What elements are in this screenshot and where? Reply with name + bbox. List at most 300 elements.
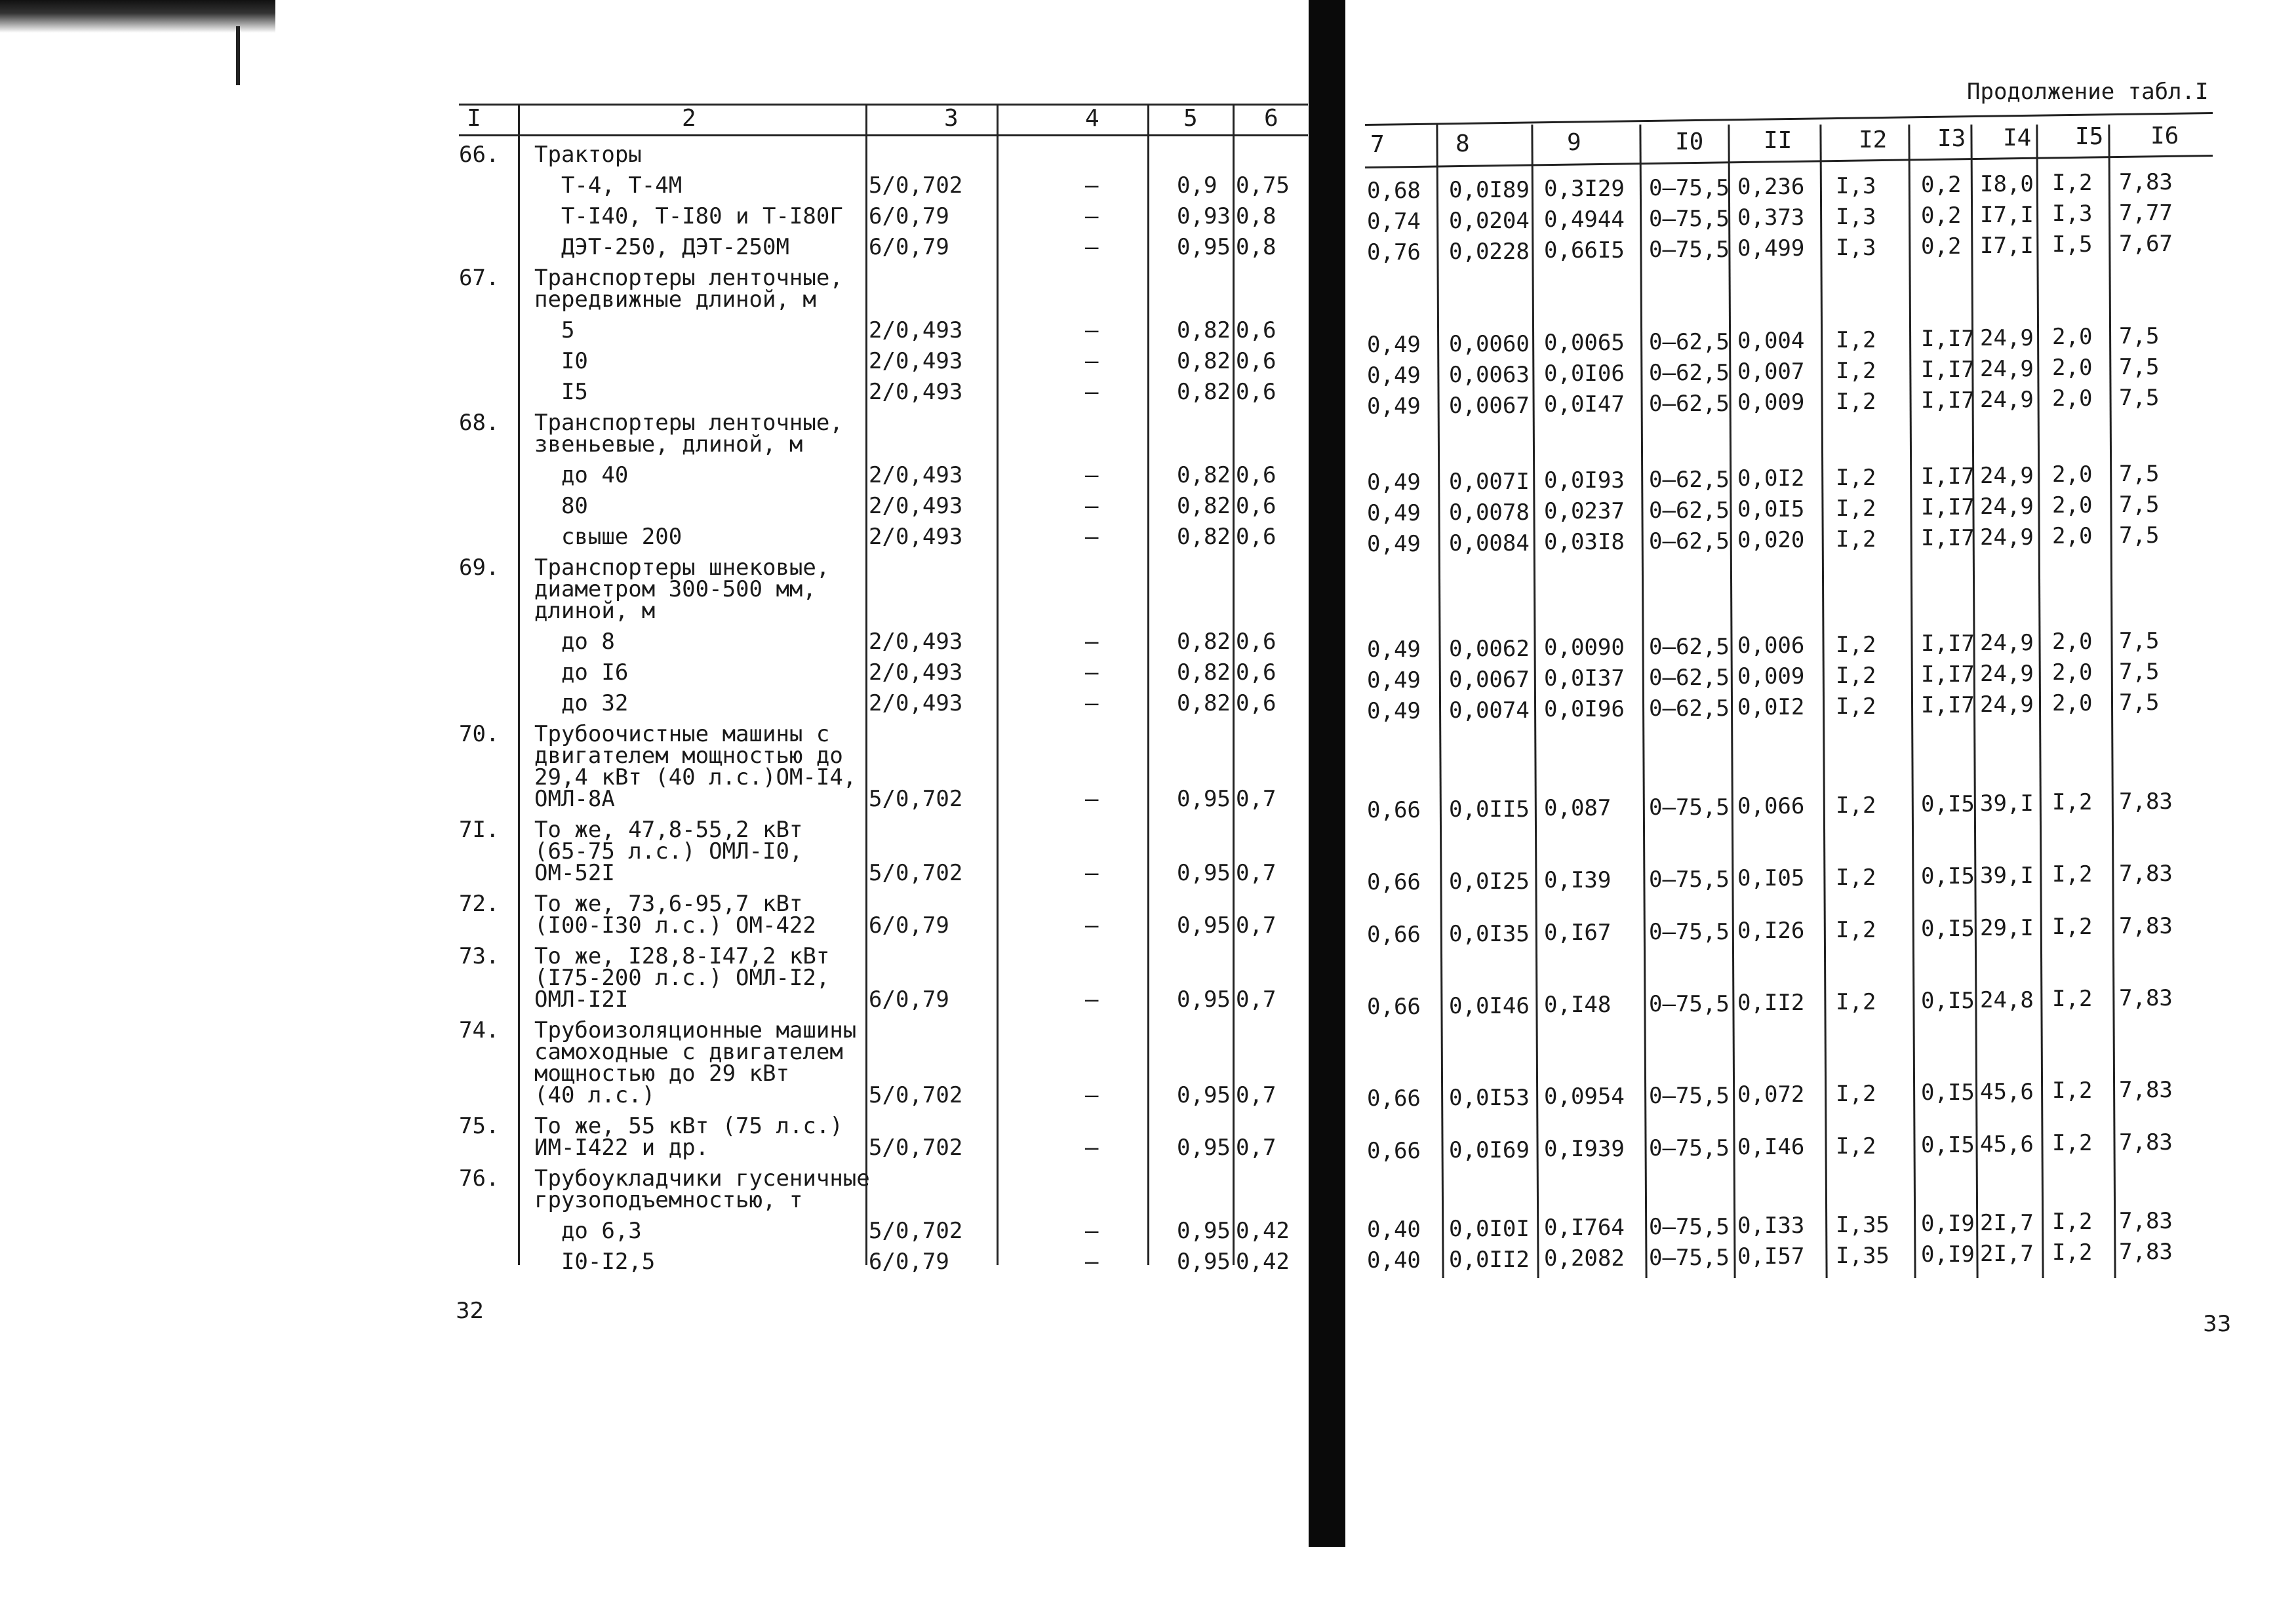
cell-c9: 0,0I06 — [1544, 360, 1625, 387]
row-col6: 0,6 — [1236, 524, 1277, 550]
page-number-left: 32 — [456, 1298, 485, 1324]
cell-c14: I7,I — [1980, 201, 2034, 228]
cell-c16: 7,77 — [2119, 199, 2173, 226]
cell-c8: 0,0I69 — [1449, 1137, 1530, 1163]
cell-c7: 0,66 — [1367, 1138, 1421, 1164]
row-col3: 2/0,493 — [869, 462, 963, 488]
row-name: 5 — [534, 317, 575, 343]
row-name: I0 — [534, 348, 588, 374]
row-col3: 2/0,493 — [869, 659, 963, 686]
cell-c11: 0,I57 — [1737, 1243, 1805, 1270]
row-name: (40 л.с.) — [534, 1082, 656, 1108]
cell-c12: I,2 — [1836, 326, 1876, 353]
cell-c12: I,2 — [1836, 526, 1876, 553]
cell-c9: 0,66I5 — [1544, 237, 1625, 263]
cell-c12: I,2 — [1836, 864, 1876, 891]
row-number: 66. — [459, 142, 500, 168]
row-number: 74. — [459, 1017, 500, 1043]
cell-c9: 0,I39 — [1544, 867, 1612, 893]
cell-c10: 0–75,5 — [1649, 918, 1730, 945]
cell-c11: 0,499 — [1737, 235, 1805, 262]
cell-c15: I,2 — [2052, 1239, 2093, 1266]
row-name: ОМЛ-8А — [534, 786, 615, 812]
cell-c16: 7,5 — [2119, 384, 2160, 411]
cell-c8: 0,0I0I — [1449, 1215, 1530, 1242]
row-col6: 0,7 — [1236, 786, 1277, 812]
cell-c12: I,2 — [1836, 916, 1876, 943]
cell-c9: 0,0I93 — [1544, 467, 1625, 494]
column-header-11: II — [1764, 127, 1792, 154]
cell-c9: 0,0065 — [1544, 330, 1625, 356]
row-name: 29,4 кВт (40 л.с.)ОМ-I4, — [534, 764, 857, 790]
row-col5: 0,82 — [1177, 659, 1231, 686]
row-number: 72. — [459, 891, 500, 917]
row-col5: 0,95 — [1177, 234, 1231, 260]
continuation-title: Продолжение табл.I — [1967, 79, 2209, 105]
row-name: мощностью до 29 кВт — [534, 1060, 789, 1087]
row-col3: 5/0,702 — [869, 1218, 963, 1244]
cell-c10: 0–62,5 — [1649, 390, 1730, 417]
row-name: до 8 — [534, 629, 615, 655]
cell-c8: 0,0074 — [1449, 697, 1530, 724]
cell-c15: 2,0 — [2052, 385, 2093, 412]
cell-c14: 39,I — [1980, 790, 2034, 817]
scan-shadow — [0, 0, 275, 33]
cell-c13: I,I7 — [1921, 387, 1975, 414]
row-col3: 5/0,702 — [869, 786, 963, 812]
column-divider-14 — [2036, 125, 2044, 1278]
cell-c8: 0,0II2 — [1449, 1246, 1530, 1273]
cell-c7: 0,66 — [1367, 1085, 1421, 1112]
cell-c12: I,2 — [1836, 1133, 1876, 1159]
cell-c7: 0,49 — [1367, 667, 1421, 693]
cell-c8: 0,0I35 — [1449, 920, 1530, 947]
cell-c16: 7,83 — [2119, 788, 2173, 815]
cell-c7: 0,66 — [1367, 797, 1421, 823]
row-number: 73. — [459, 943, 500, 969]
row-name: самоходные с двигателем — [534, 1039, 843, 1065]
cell-c11: 0,373 — [1737, 204, 1805, 231]
row-col5: 0,82 — [1177, 629, 1231, 655]
cell-c15: 2,0 — [2052, 523, 2093, 549]
cell-c9: 0,03I8 — [1544, 529, 1625, 555]
cell-c13: I,I7 — [1921, 692, 1975, 718]
cell-c11: 0,I26 — [1737, 918, 1805, 944]
cell-c15: I,2 — [2052, 1130, 2093, 1156]
column-divider-12 — [1908, 125, 1916, 1278]
column-divider-9 — [1639, 125, 1647, 1278]
row-col5: 0,95 — [1177, 1218, 1231, 1244]
row-name: двигателем мощностью до — [534, 743, 843, 769]
cell-c13: I,I7 — [1921, 326, 1975, 352]
cell-c15: I,2 — [2052, 914, 2093, 940]
row-col5: 0,95 — [1177, 1082, 1231, 1108]
row-name: Трубоизоляционные машины — [534, 1017, 857, 1043]
row-col5: 0,95 — [1177, 860, 1231, 886]
cell-c13: I,I7 — [1921, 357, 1975, 383]
cell-c11: 0,I33 — [1737, 1213, 1805, 1239]
cell-c13: 0,I9 — [1921, 1241, 1975, 1268]
row-col4: – — [1085, 1218, 1099, 1244]
column-header-1: I — [467, 105, 481, 132]
cell-c7: 0,49 — [1367, 393, 1421, 419]
row-name: (65-75 л.с.) ОМЛ-I0, — [534, 838, 803, 865]
row-number: 76. — [459, 1165, 500, 1192]
row-name: Т-4, Т-4М — [534, 172, 683, 199]
column-header-8: 8 — [1455, 130, 1470, 157]
cell-c15: I,2 — [2052, 861, 2093, 887]
cell-c15: I,2 — [2052, 789, 2093, 815]
cell-c12: I,2 — [1836, 662, 1876, 689]
cell-c7: 0,74 — [1367, 208, 1421, 235]
cell-c10: 0–75,5 — [1649, 174, 1730, 201]
row-name: То же, I28,8-I47,2 кВт — [534, 943, 830, 969]
cell-c10: 0–75,5 — [1649, 1244, 1730, 1271]
column-header-9: 9 — [1567, 129, 1581, 156]
cell-c15: 2,0 — [2052, 690, 2093, 716]
row-col3: 6/0,79 — [869, 912, 949, 939]
cell-c11: 0,009 — [1737, 663, 1805, 690]
cell-c11: 0,0I5 — [1737, 496, 1805, 522]
cell-c15: I,2 — [2052, 170, 2093, 196]
column-header-2: 2 — [682, 105, 696, 132]
column-divider-5 — [1233, 104, 1235, 1265]
cell-c12: I,2 — [1836, 464, 1876, 491]
cell-c7: 0,68 — [1367, 178, 1421, 204]
cell-c15: 2,0 — [2052, 659, 2093, 686]
cell-c8: 0,0I46 — [1449, 992, 1530, 1019]
cell-c10: 0–75,5 — [1649, 794, 1730, 821]
row-col5: 0,95 — [1177, 1249, 1231, 1275]
row-name: Т-I40, Т-I80 и Т-I80Г — [534, 203, 843, 229]
row-name: до 40 — [534, 462, 629, 488]
cell-c11: 0,I05 — [1737, 865, 1805, 891]
row-col5: 0,93 — [1177, 203, 1231, 229]
cell-c8: 0,0I25 — [1449, 868, 1530, 895]
header-bottom-line — [1365, 155, 2213, 168]
cell-c15: I,3 — [2052, 201, 2093, 227]
cell-c14: 2I,7 — [1980, 1209, 2034, 1236]
cell-c13: 0,I5 — [1921, 791, 1975, 817]
row-col5: 0,9 — [1177, 172, 1217, 199]
cell-c16: 7,83 — [2119, 168, 2173, 195]
cell-c12: I,2 — [1836, 792, 1876, 819]
cell-c9: 0,3I29 — [1544, 176, 1625, 202]
cell-c12: I,3 — [1836, 234, 1876, 261]
column-divider-15 — [2108, 125, 2116, 1278]
row-name: звеньевые, длиной, м — [534, 431, 803, 457]
cell-c8: 0,0063 — [1449, 361, 1530, 388]
cell-c16: 7,5 — [2119, 627, 2160, 654]
cell-c8: 0,0078 — [1449, 499, 1530, 526]
cell-c16: 7,5 — [2119, 658, 2160, 685]
row-col3: 6/0,79 — [869, 1249, 949, 1275]
row-col3: 2/0,493 — [869, 690, 963, 716]
cell-c14: 24,9 — [1980, 691, 2034, 718]
cell-c7: 0,66 — [1367, 994, 1421, 1020]
cell-c8: 0,007I — [1449, 468, 1530, 495]
row-name: ИМ-I422 и др. — [534, 1135, 709, 1161]
cell-c15: I,5 — [2052, 231, 2093, 258]
cell-c16: 7,5 — [2119, 689, 2160, 716]
cell-c16: 7,5 — [2119, 491, 2160, 518]
row-col6: 0,6 — [1236, 348, 1277, 374]
cell-c13: 0,I5 — [1921, 863, 1975, 889]
cell-c12: I,2 — [1836, 388, 1876, 415]
cell-c15: 2,0 — [2052, 492, 2093, 518]
row-col4: – — [1085, 462, 1099, 488]
row-col4: – — [1085, 860, 1099, 886]
row-number: 68. — [459, 410, 500, 436]
row-col3: 5/0,702 — [869, 1135, 963, 1161]
cell-c9: 0,0090 — [1544, 634, 1625, 661]
row-col3: 2/0,493 — [869, 629, 963, 655]
row-col5: 0,82 — [1177, 462, 1231, 488]
row-number: 67. — [459, 265, 500, 291]
cell-c9: 0,0I96 — [1544, 696, 1625, 722]
row-col4: – — [1085, 690, 1099, 716]
cell-c11: 0,236 — [1737, 174, 1805, 200]
column-header-10: I0 — [1675, 128, 1704, 155]
row-col3: 2/0,493 — [869, 493, 963, 519]
cell-c10: 0–62,5 — [1649, 633, 1730, 660]
cell-c10: 0–62,5 — [1649, 497, 1730, 524]
cell-c10: 0–75,5 — [1649, 1135, 1730, 1161]
cell-c9: 0,4944 — [1544, 206, 1625, 233]
cell-c11: 0,006 — [1737, 632, 1805, 659]
cell-c7: 0,49 — [1367, 636, 1421, 663]
cell-c10: 0–62,5 — [1649, 328, 1730, 355]
row-name: (I00-I30 л.с.) ОМ-422 — [534, 912, 816, 939]
cell-c8: 0,0I89 — [1449, 176, 1530, 203]
row-col6: 0,8 — [1236, 234, 1277, 260]
cell-c8: 0,0060 — [1449, 330, 1530, 357]
row-col5: 0,82 — [1177, 348, 1231, 374]
row-col3: 5/0,702 — [869, 172, 963, 199]
cell-c13: I,I7 — [1921, 494, 1975, 520]
row-col3: 2/0,493 — [869, 317, 963, 343]
cell-c14: 24,8 — [1980, 986, 2034, 1013]
cell-c10: 0–62,5 — [1649, 664, 1730, 691]
cell-c13: 0,2 — [1921, 233, 1962, 260]
row-col5: 0,95 — [1177, 1135, 1231, 1161]
row-col4: – — [1085, 986, 1099, 1013]
column-header-14: I4 — [2003, 124, 2032, 151]
row-col5: 0,82 — [1177, 317, 1231, 343]
row-col6: 0,6 — [1236, 690, 1277, 716]
cell-c12: I,2 — [1836, 495, 1876, 522]
row-col4: – — [1085, 1082, 1099, 1108]
cell-c7: 0,49 — [1367, 362, 1421, 389]
cell-c14: I7,I — [1980, 232, 2034, 259]
row-col4: – — [1085, 659, 1099, 686]
row-col6: 0,6 — [1236, 629, 1277, 655]
page-number-right: 33 — [2203, 1311, 2232, 1337]
cell-c11: 0,066 — [1737, 793, 1805, 819]
cell-c12: I,2 — [1836, 988, 1876, 1015]
cell-c12: I,2 — [1836, 631, 1876, 658]
row-name: ОМ-52I — [534, 860, 615, 886]
row-col6: 0,6 — [1236, 379, 1277, 405]
row-number: 69. — [459, 555, 500, 581]
row-col4: – — [1085, 629, 1099, 655]
cell-c11: 0,0I2 — [1737, 465, 1805, 492]
cell-c15: I,2 — [2052, 1209, 2093, 1235]
row-col6: 0,7 — [1236, 912, 1277, 939]
column-divider-8 — [1531, 125, 1539, 1278]
cell-c14: I8,0 — [1980, 170, 2034, 197]
cell-c7: 0,76 — [1367, 239, 1421, 265]
row-col5: 0,82 — [1177, 690, 1231, 716]
cell-c14: 45,6 — [1980, 1078, 2034, 1105]
column-header-15: I5 — [2075, 123, 2104, 150]
cell-c16: 7,67 — [2119, 230, 2173, 257]
column-header-6: 6 — [1264, 105, 1278, 132]
row-col4: – — [1085, 379, 1099, 405]
cell-c10: 0–62,5 — [1649, 695, 1730, 722]
cell-c13: 0,I9 — [1921, 1211, 1975, 1237]
cell-c8: 0,0067 — [1449, 666, 1530, 693]
cell-c7: 0,66 — [1367, 869, 1421, 895]
cell-c10: 0–75,5 — [1649, 205, 1730, 232]
row-col3: 6/0,79 — [869, 203, 949, 229]
cell-c16: 7,5 — [2119, 353, 2160, 380]
table-top-line — [459, 104, 1308, 106]
row-name: до I6 — [534, 659, 629, 686]
cell-c11: 0,I46 — [1737, 1134, 1805, 1160]
cell-c10: 0–62,5 — [1649, 528, 1730, 555]
row-name: Транспортеры ленточные, — [534, 410, 843, 436]
row-col6: 0,6 — [1236, 493, 1277, 519]
row-col5: 0,82 — [1177, 493, 1231, 519]
column-divider-7 — [1436, 125, 1444, 1278]
row-name: (I75-200 л.с.) ОМЛ-I2, — [534, 965, 830, 991]
column-header-4: 4 — [1085, 105, 1099, 132]
cell-c8: 0,0II5 — [1449, 796, 1530, 823]
cell-c10: 0–75,5 — [1649, 990, 1730, 1017]
cell-c11: 0,II2 — [1737, 990, 1805, 1016]
cell-c13: 0,I5 — [1921, 1132, 1975, 1158]
cell-c12: I,2 — [1836, 1080, 1876, 1107]
cell-c16: 7,83 — [2119, 984, 2173, 1011]
row-col4: – — [1085, 493, 1099, 519]
cell-c7: 0,49 — [1367, 469, 1421, 496]
cell-c11: 0,020 — [1737, 527, 1805, 553]
row-col3: 6/0,79 — [869, 986, 949, 1013]
cell-c10: 0–62,5 — [1649, 466, 1730, 493]
row-col4: – — [1085, 234, 1099, 260]
cell-c15: 2,0 — [2052, 324, 2093, 350]
row-col4: – — [1085, 524, 1099, 550]
row-col6: 0,42 — [1236, 1249, 1290, 1275]
cell-c16: 7,83 — [2119, 1076, 2173, 1103]
cell-c10: 0–75,5 — [1649, 1082, 1730, 1109]
cell-c14: 29,I — [1980, 914, 2034, 941]
cell-c14: 39,I — [1980, 862, 2034, 889]
scan-mark — [236, 26, 240, 85]
cell-c14: 24,9 — [1980, 524, 2034, 551]
cell-c10: 0–75,5 — [1649, 1213, 1730, 1240]
row-col5: 0,82 — [1177, 379, 1231, 405]
row-col4: – — [1085, 1249, 1099, 1275]
row-col6: 0,6 — [1236, 462, 1277, 488]
row-col4: – — [1085, 317, 1099, 343]
cell-c15: I,2 — [2052, 1078, 2093, 1104]
right-page — [1311, 0, 2296, 1615]
column-header-3: 3 — [944, 105, 959, 132]
cell-c10: 0–62,5 — [1649, 359, 1730, 386]
cell-c12: I,35 — [1836, 1242, 1890, 1269]
row-name: длиной, м — [534, 598, 656, 624]
row-number: 7I. — [459, 817, 500, 843]
row-col6: 0,42 — [1236, 1218, 1290, 1244]
column-divider-3 — [997, 104, 999, 1265]
row-name: Тракторы — [534, 142, 642, 168]
column-header-13: I3 — [1937, 125, 1966, 152]
cell-c13: 0,I5 — [1921, 916, 1975, 942]
cell-c14: 24,9 — [1980, 629, 2034, 656]
cell-c9: 0,087 — [1544, 795, 1612, 821]
row-name: I0-I2,5 — [534, 1249, 656, 1275]
cell-c16: 7,83 — [2119, 912, 2173, 939]
cell-c7: 0,49 — [1367, 531, 1421, 557]
row-name: до 32 — [534, 690, 629, 716]
row-name: Трубоочистные машины с — [534, 721, 830, 747]
cell-c11: 0,009 — [1737, 389, 1805, 416]
row-name: ОМЛ-I2I — [534, 986, 629, 1013]
cell-c16: 7,83 — [2119, 1207, 2173, 1234]
row-col6: 0,7 — [1236, 860, 1277, 886]
cell-c9: 0,I67 — [1544, 920, 1612, 946]
column-divider-11 — [1819, 125, 1827, 1278]
row-col5: 0,95 — [1177, 786, 1231, 812]
cell-c9: 0,0I37 — [1544, 665, 1625, 691]
cell-c9: 0,I48 — [1544, 992, 1612, 1018]
cell-c8: 0,0067 — [1449, 392, 1530, 419]
row-name: ДЭТ-250, ДЭТ-250М — [534, 234, 789, 260]
row-col3: 2/0,493 — [869, 379, 963, 405]
row-name: Транспортеры ленточные, — [534, 265, 843, 291]
row-name: То же, 73,6-95,7 кВт — [534, 891, 803, 917]
cell-c12: I,2 — [1836, 357, 1876, 384]
row-name: То же, 55 кВт (75 л.с.) — [534, 1113, 843, 1139]
cell-c13: 0,I5 — [1921, 988, 1975, 1014]
cell-c12: I,3 — [1836, 203, 1876, 230]
cell-c9: 0,2082 — [1544, 1245, 1625, 1272]
cell-c15: 2,0 — [2052, 629, 2093, 655]
row-name: I5 — [534, 379, 588, 405]
row-name: Трубоукладчики гусеничные — [534, 1165, 870, 1192]
column-header-12: I2 — [1859, 126, 1888, 153]
row-col5: 0,82 — [1177, 524, 1231, 550]
row-col6: 0,7 — [1236, 986, 1277, 1013]
row-name: диаметром 300-500 мм, — [534, 576, 816, 602]
cell-c10: 0–75,5 — [1649, 236, 1730, 263]
table-header-line — [459, 134, 1308, 136]
cell-c16: 7,83 — [2119, 1129, 2173, 1156]
row-name: 80 — [534, 493, 588, 519]
row-name: до 6,3 — [534, 1218, 642, 1244]
column-divider-4 — [1147, 104, 1149, 1265]
row-col3: 6/0,79 — [869, 234, 949, 260]
cell-c13: 0,2 — [1921, 203, 1962, 229]
book-spine — [1309, 0, 1345, 1547]
row-col3: 2/0,493 — [869, 524, 963, 550]
row-col6: 0,8 — [1236, 203, 1277, 229]
row-col4: – — [1085, 912, 1099, 939]
cell-c14: 2I,7 — [1980, 1240, 2034, 1267]
row-name: То же, 47,8-55,2 кВт — [534, 817, 803, 843]
